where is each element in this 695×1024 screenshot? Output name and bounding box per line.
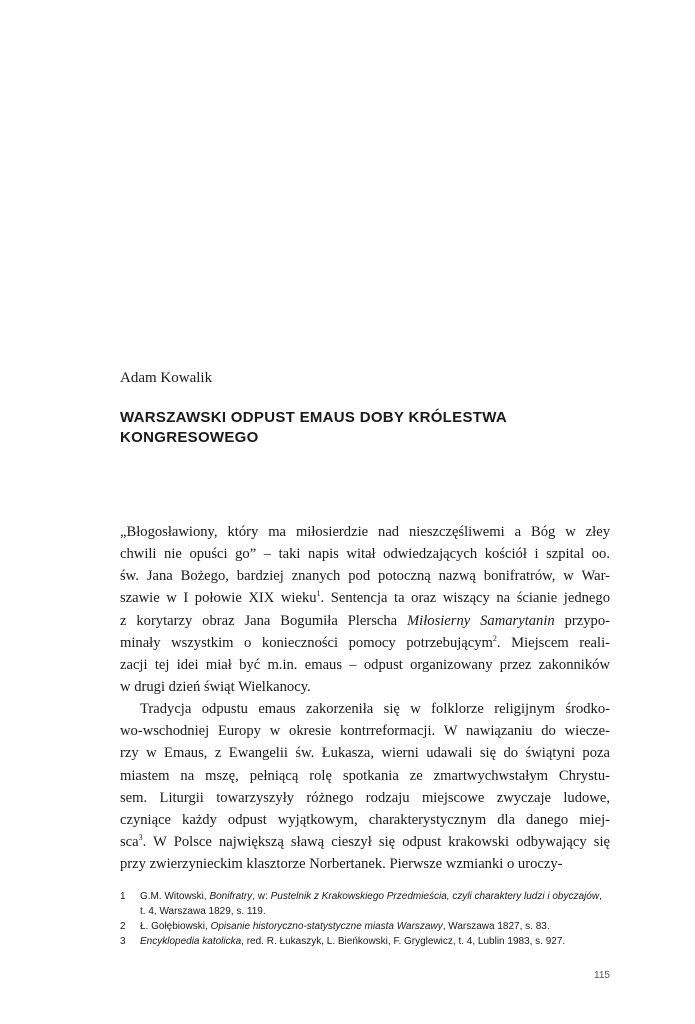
body-line: miastem na mszę, pełniącą rolę spotkania ze zmartwychwstałym Chrystu- — [120, 767, 610, 784]
article-title — [120, 408, 590, 448]
author-name: Adam Kowalik — [120, 370, 213, 386]
page-number: 115 — [594, 970, 610, 981]
footnote-number: 2 — [120, 921, 126, 932]
body-line: św. Jana Bożego, bardziej znanych pod potoczną nazwą bonifratrów, w War- — [120, 568, 610, 585]
title-line: WARSZAWSKI ODPUST EMAUS DOBY KRÓLESTWA — [120, 409, 507, 426]
footnote-ref[interactable]: 1 — [316, 589, 321, 599]
footnote-line: t. 4, Warszawa 1829, s. 119. — [140, 906, 266, 917]
body-line: „Błogosławiony, który ma miłosierdzie nad nieszczęśliwemi a Bóg w złey — [120, 524, 610, 540]
footnote — [120, 889, 610, 919]
body-line: chwili nie opuści go” – taki napis witał odwiedzających kościół i szpital oo. — [120, 546, 610, 563]
footnote-line: Ł. Gołębiowski, Opisanie historyczno-statystyczne miasta Warszawy, Warszawa 1827, s. 83. — [140, 921, 550, 932]
footnote-number: 1 — [120, 891, 126, 902]
footnote-ref[interactable]: 3 — [138, 832, 143, 842]
footnote-ref[interactable]: 2 — [492, 633, 497, 643]
body-line: zacji tej idei miał być m.in. emaus – odpust organizowany przez zakonników — [120, 656, 610, 673]
body-line: rzy w Emaus, z Ewangelii św. Łukasza, wierni udawali się do świątyni poza — [120, 745, 610, 762]
body-line: w drugi dzień świąt Wielkanocy. — [120, 678, 311, 695]
body-text — [120, 521, 610, 875]
footnote — [120, 934, 610, 949]
body-line: przy zwierzynieckim klasztorze Norbertanek. Pierwsze wzmianki o uroczy- — [120, 856, 563, 873]
body-line: wo-wschodniej Europy w okresie kontrreformacji. W nawiązaniu do wiecze- — [120, 723, 610, 740]
body-line: z korytarzy obraz Jana Bogumiła Plerscha Miłosierny Samarytanin przypo- — [120, 612, 610, 629]
body-line: szawie w I połowie XIX wieku$^1$. Sentencja ta oraz wiszący na ścianie jednego — [120, 589, 610, 607]
footnote-line: G.M. Witowski, Bonifratry, w: Pustelnik z Krakowskiego Przedmieścia, czyli charaktery ludzi i obyczajów, — [140, 891, 602, 902]
body-line: sca$^3$. W Polsce największą sławą cieszył się odpust krakowski odbywający się — [120, 832, 610, 850]
footnote-number: 3 — [120, 936, 126, 947]
footnote-line: Encyklopedia katolicka, red. R. Łukaszyk, L. Bieńkowski, F. Gryglewicz, t. 4, Lublin 1983, s. 927. — [140, 936, 566, 947]
italic-title: Miłosierny Samarytanin — [407, 612, 555, 629]
body-line: minały wszystkim o konieczności pomocy potrzebującym$^2$. Miejscem reali- — [120, 633, 610, 651]
body-line: Tradycja odpustu emaus zakorzeniła się w folklorze religijnym środko- — [140, 701, 610, 718]
footnotes — [120, 889, 610, 949]
body-line: czyniące każdy odpust wyjątkowym, charakterystycznym dla danego miej- — [120, 811, 610, 828]
footnote — [120, 919, 610, 934]
body-line: sem. Liturgii towarzyszyły różnego rodzaju miejscowe zwyczaje ludowe, — [120, 789, 610, 806]
title-line: KONGRESOWEGO — [120, 429, 259, 446]
